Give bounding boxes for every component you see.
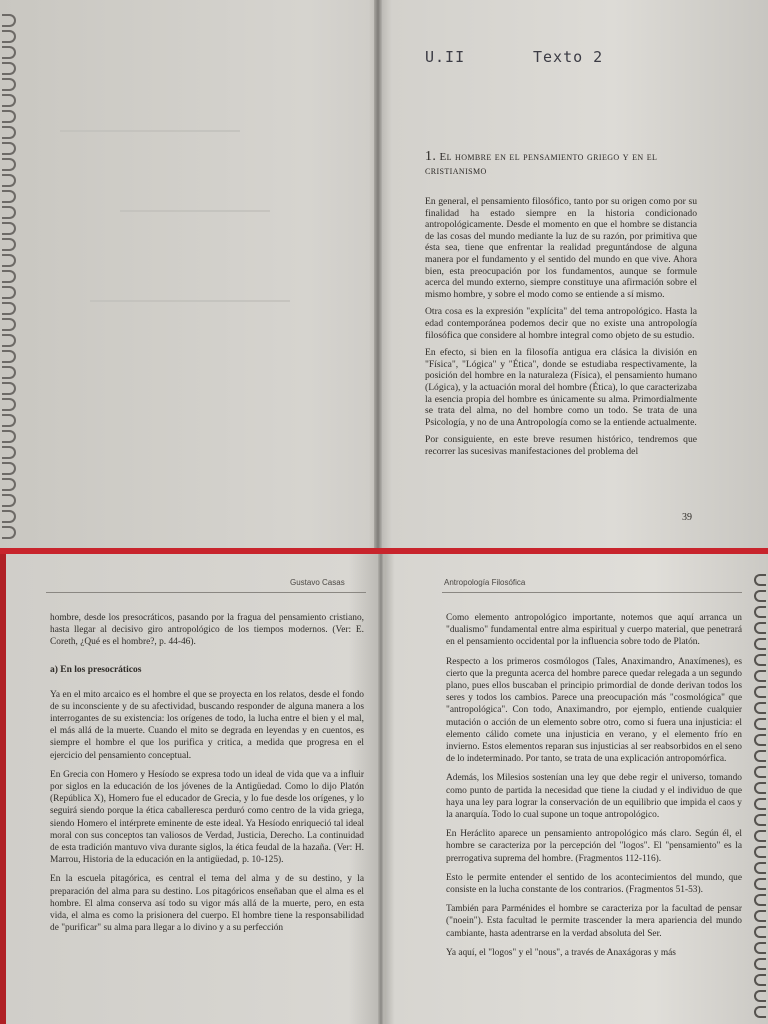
left-running-head: Gustavo Casas (290, 578, 345, 587)
paragraph: En la escuela pitagórica, es central el tema del alma y de su destino, y la preparación del alma para su destino. Los pitagóricos enseñaban que el alma es el hombre. El alma conserva así todo su vigor más allá de la muerte, pero, en esta vida, el alma es como la prisionera del cuerpo. El hombre tiene la responsabilidad de "purificar" su alma para llegar a lo divino y a su perfección (50, 874, 364, 934)
binding-ring (2, 222, 16, 235)
section-title-text: El hombre en el pensamiento griego y en el cristianismo (425, 151, 658, 177)
book-gutter (378, 554, 384, 1024)
paragraph: Ya aquí, el "logos" y el "nous", a través de Anaxágoras y más (446, 947, 676, 958)
binding-ring (2, 494, 16, 507)
spiral-binding (752, 554, 768, 1024)
binding-ring (754, 862, 766, 874)
book-gutter (374, 0, 382, 548)
bleed-through-line (60, 130, 240, 132)
binding-ring (2, 462, 16, 475)
binding-ring (2, 366, 16, 379)
subsection-title: a) En los presocráticos (50, 664, 142, 675)
paragraph: En Heráclito aparece un pensamiento antropológico más claro. Según él, el hombre se caracteriza por la percepción del "logos". El "pensamiento" es la prerrogativa suprema del hombre. (Fragmentos 112-116). (446, 829, 742, 864)
binding-ring (754, 718, 766, 730)
binding-ring (754, 734, 766, 746)
binding-ring (2, 126, 16, 139)
binding-ring (2, 334, 16, 347)
binding-ring (2, 478, 16, 491)
binding-ring (2, 430, 16, 443)
paragraph: Como elemento antropológico importante, notemos que aquí arranca un "dualismo" fundamental entre alma espiritual y cuerpo material, que penetrará en el pensamiento occidental por la influencia sobre todo de Platón. (446, 613, 742, 648)
binding-ring (2, 446, 16, 459)
binding-ring (754, 622, 766, 634)
binding-ring (754, 750, 766, 762)
paragraph: Ya en el mito arcaico es el hombre el que se proyecta en los relatos, desde el fondo de su inconsciente y de su afectividad, buscando responder de alguna manera a los interrogantes de su existencia: los orígenes de todo, la lucha entre el bien y el mal, el más allá de la muerte. Cuando el mito se degrada en leyendas y en cuentos, es siempre el hombre el que los purifica y critica, a medida que progresa en el ejercicio del pensamiento conceptual. (50, 689, 364, 761)
binding-ring (754, 958, 766, 970)
paragraph: En efecto, si bien en la filosofía antigua era clásica la división en "Física", "Lógica" y "Ética", donde se estudiaba respectivamente, la posición del hombre en la naturaleza (Física), el pensamiento humano (Lógica), y la actuación moral del hombre (Ética), lo que caracterizaba la esencia propia del hombre es únicamente su alma. Primordialmente se trata del alma, no del hombre como un todo. Se trata de una Psicología, y no de una Antropología como se la entiende actualmente. (425, 347, 697, 428)
binding-ring (2, 206, 16, 219)
binding-ring (2, 190, 16, 203)
binding-ring (2, 14, 16, 27)
binding-ring (754, 686, 766, 698)
paragraph: Por consiguiente, en este breve resumen histórico, tendremos que recorrer las sucesivas manifestaciones del problema del (425, 434, 697, 457)
binding-ring (754, 702, 766, 714)
paragraph: Respecto a los primeros cosmólogos (Tales, Anaximandro, Anaxímenes), es cierto que la pregunta acerca del hombre parece quedar relegada a un segundo plano, pues ellos buscaban el principio primordial de donde derivan todos los seres y todos los cambios. Parece una preocupación más "cosmológica" que "antropológica". Con todo, Anaximandro, por ejemplo, entiende cualquier mutación o acción de un elemento sobre otro, como si fuera una injusticia: el elemento cálido comete una injusticia en verano, y el elemento frío en invierno. Estos elementos reparan sus injusticias al ser reabsorbidos en el seno de lo indeterminado. Por tanto, se trata de una explicación antropomórfica. (446, 656, 742, 765)
binding-ring (754, 654, 766, 666)
binding-ring (754, 990, 766, 1002)
binding-ring (754, 942, 766, 954)
binding-ring (2, 398, 16, 411)
binding-ring (2, 414, 16, 427)
bottom-page-spread (6, 554, 768, 1024)
left-column (50, 612, 364, 941)
paragraph: Otra cosa es la expresión "explícita" del tema antropológico. Hasta la edad contemporánea podemos decir que no existe una antropología filosófica que considere al hombre integral como objeto de su estudio. (425, 306, 697, 341)
binding-ring (2, 350, 16, 363)
binding-ring (754, 574, 766, 586)
binding-ring (754, 878, 766, 890)
spiral-binding (0, 0, 22, 548)
right-column (446, 612, 742, 966)
handwritten-text-label: Texto 2 (533, 48, 604, 66)
right-page-body (425, 150, 697, 463)
binding-ring (2, 142, 16, 155)
bleed-through-line (120, 210, 270, 212)
binding-ring (754, 974, 766, 986)
binding-ring (2, 510, 16, 523)
binding-ring (754, 782, 766, 794)
binding-ring (754, 846, 766, 858)
binding-ring (2, 270, 16, 283)
binding-ring (754, 830, 766, 842)
binding-ring (754, 894, 766, 906)
binding-ring (754, 766, 766, 778)
binding-ring (754, 798, 766, 810)
binding-ring (2, 94, 16, 107)
binding-ring (2, 30, 16, 43)
binding-ring (2, 526, 16, 539)
binding-ring (2, 46, 16, 59)
bleed-through-line (90, 300, 290, 302)
section-title (425, 150, 697, 178)
section-number: 1. (425, 149, 437, 164)
binding-ring (2, 238, 16, 251)
binding-ring (754, 590, 766, 602)
binding-ring (2, 174, 16, 187)
binding-ring (754, 926, 766, 938)
paragraph: En Grecia con Homero y Hesíodo se expresa todo un ideal de vida que va a influir por siglos en la educación de los jóvenes de la Antigüedad. Como lo dijo Platón (República X), Homero fue el educador de Grecia, y lo fue desde los orígenes, y lo seguirá siendo porque la ética caballeresca perduró como centro de la vida griega, siendo Homero el intérprete eminente de este ideal. Ya Hesíodo enriqueció tal ideal moral con sus conceptos tan valiosos de Verdad, Justicia, Derecho. La continuidad de esta tradición mantuvo viva durante siglos, la ética feudal de la hazaña. (Ver: H. Marrou, Historia de la educación en la antigüedad, p. 10-125). (50, 769, 364, 866)
paragraph: Esto le permite entender el sentido de los acontecimientos del mundo, que consiste en la lucha constante de los contrarios. (Fragmentos 51-53). (446, 872, 742, 896)
right-header-rule (442, 592, 742, 593)
binding-ring (754, 638, 766, 650)
page-number: 39 (682, 512, 692, 523)
right-running-head: Antropología Filosófica (444, 578, 526, 587)
binding-ring (2, 318, 16, 331)
binding-ring (754, 606, 766, 618)
binding-ring (2, 254, 16, 267)
binding-ring (754, 910, 766, 922)
binding-ring (2, 78, 16, 91)
binding-ring (2, 302, 16, 315)
binding-ring (2, 382, 16, 395)
binding-ring (2, 62, 16, 75)
handwritten-unit-label: U.II (425, 48, 466, 66)
binding-ring (2, 286, 16, 299)
paragraph: También para Parménides el hombre se caracteriza por la facultad de pensar ("noein"). Esta facultad le permite trascender la mera apariencia del mundo cambiante, hasta adentrarse en la verdad absoluta del Ser. (446, 904, 742, 939)
paragraph: Además, los Milesios sostenían una ley que debe regir el universo, tomando como punto de partida la necesidad que tiene la ciudad y el individuo de que haya una ley para lograr la conservación de un equilibrio que impida el caos y la anarquía. Todo lo cual supone un toque antropológico. (446, 773, 742, 821)
binding-ring (754, 814, 766, 826)
binding-ring (754, 670, 766, 682)
binding-ring (754, 1006, 766, 1018)
paragraph: hombre, desde los presocráticos, pasando por la fragua del pensamiento cristiano, hasta llegar al decisivo giro antropológico de los tiempos modernos. (Ver: E. Coreth, ¿Qué es el hombre?, p. 44-46). (50, 613, 364, 648)
paragraph: En general, el pensamiento filosófico, tanto por su origen como por su finalidad ha estado siempre en la historia condicionado antropológicamente. Desde el momento en que el hombre se distancia de las cosas del mundo mediante la luz de su razón, por primitiva que ésta sea, tiene que enfrentar la realidad preguntándose de alguna manera por el fundamento y el sentido del mundo en que vive. Ahora bien, esta preocupación por los fundamentos, aunque se formule acerca del mundo externo, siempre constituye una afirmación sobre el mismo hombre, y sobre el modo como se entiende a sí mismo. (425, 196, 697, 300)
binding-ring (2, 110, 16, 123)
left-header-rule (46, 592, 366, 593)
binding-ring (2, 158, 16, 171)
